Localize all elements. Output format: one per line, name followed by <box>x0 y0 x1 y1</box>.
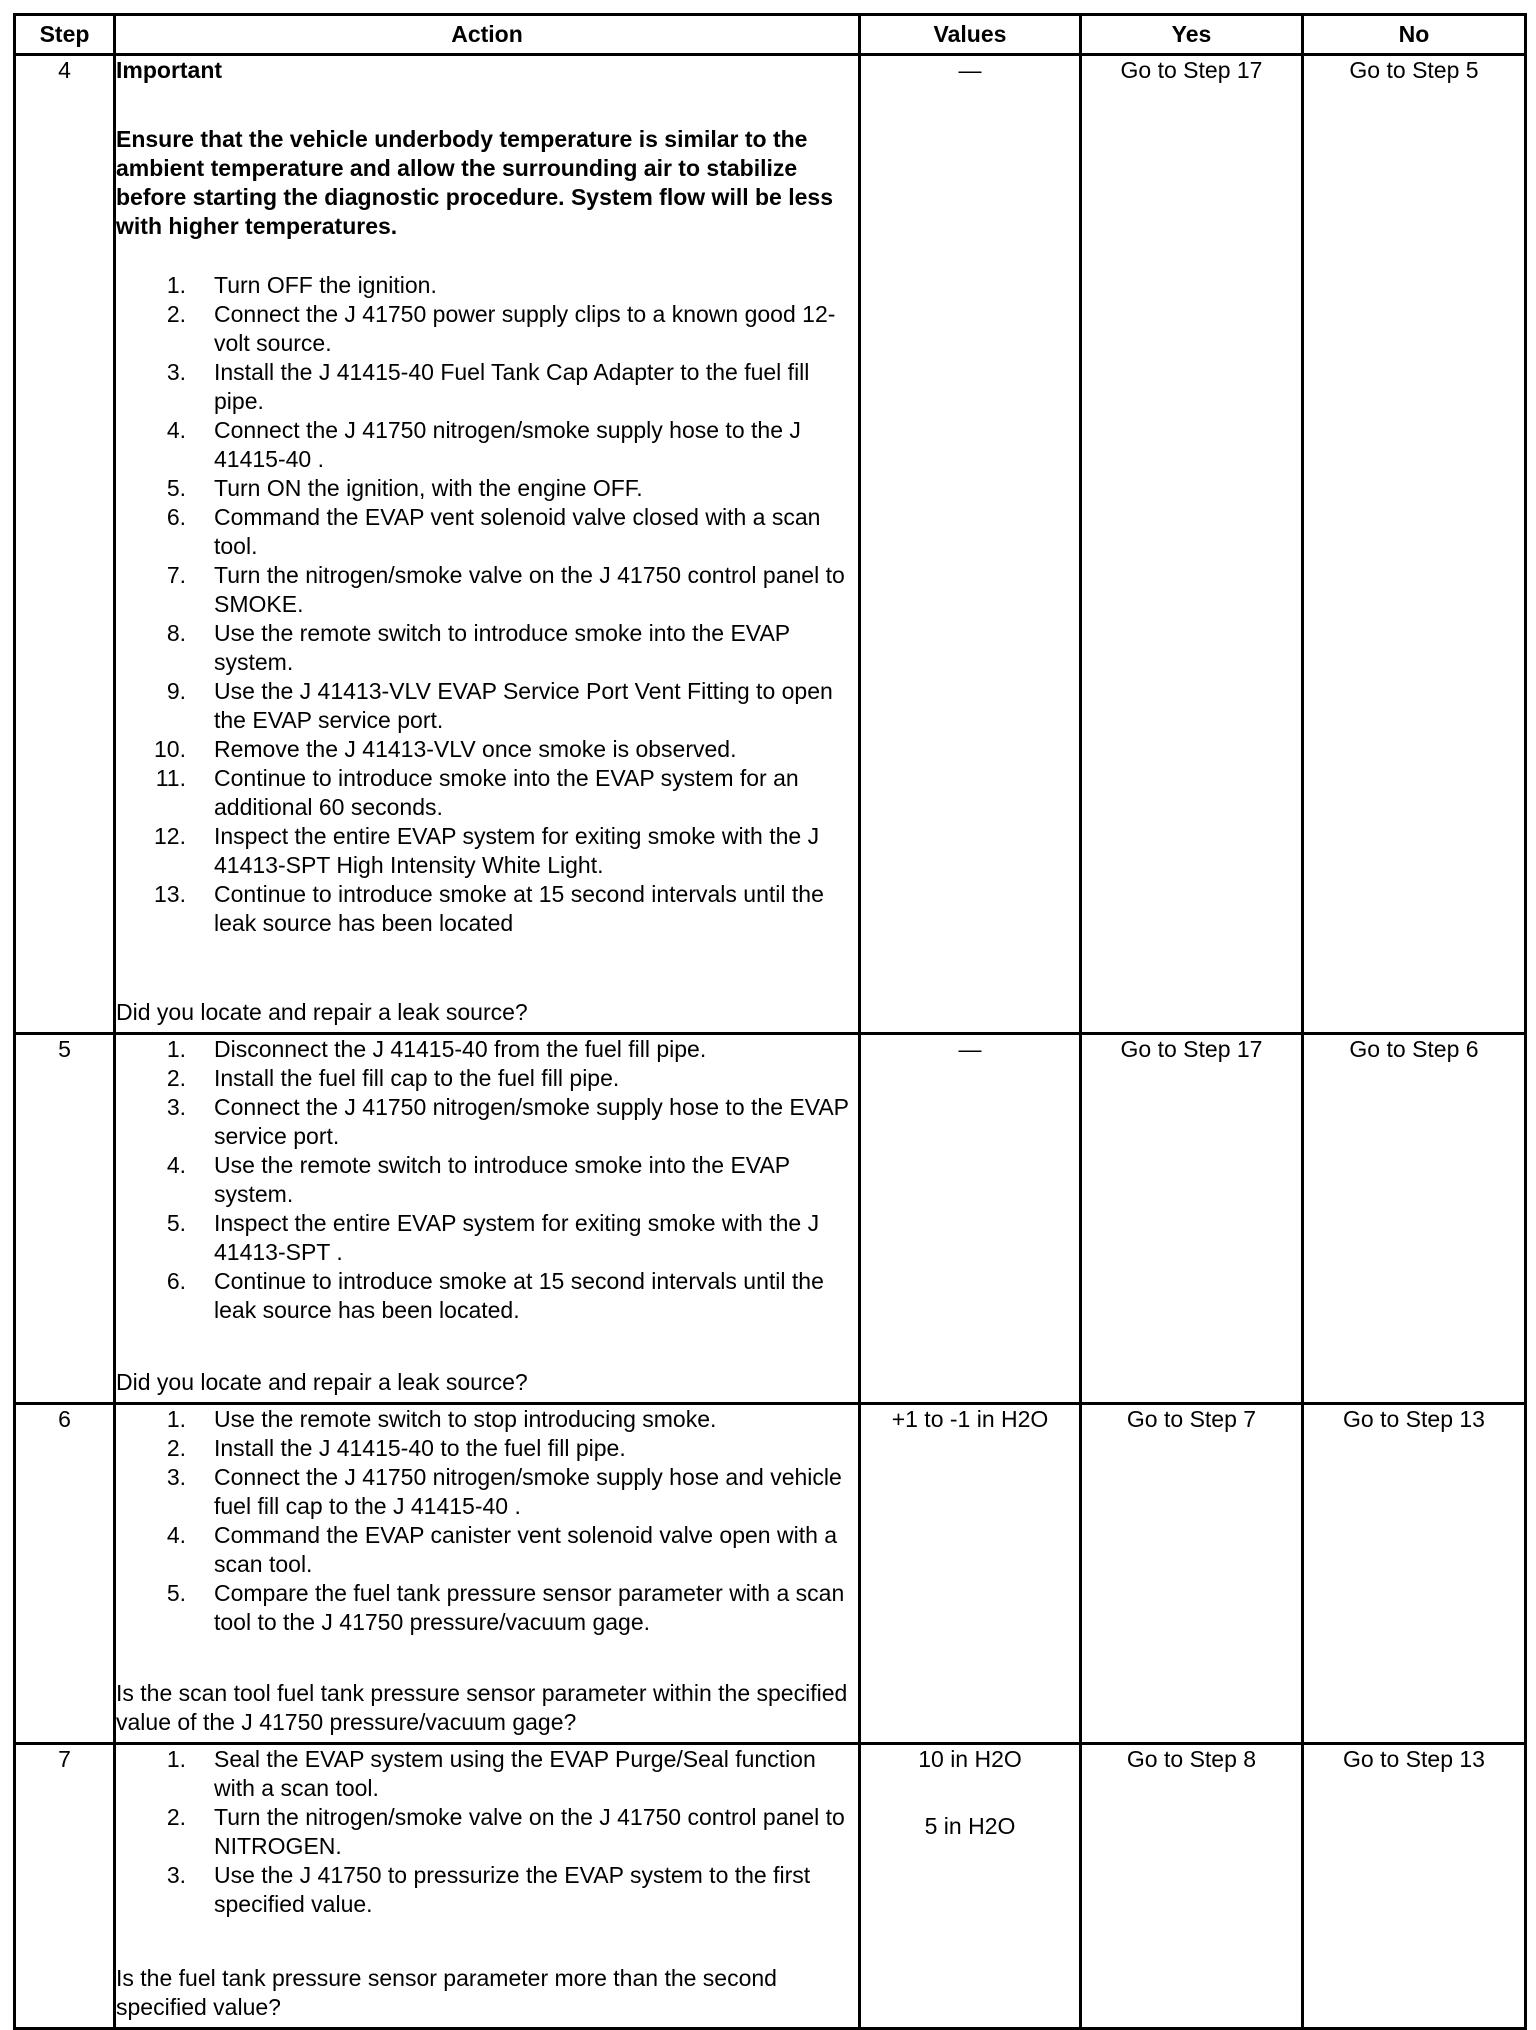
header-row <box>15 15 1526 55</box>
values-cell <box>860 1744 1081 2029</box>
header-values: Values <box>860 15 1081 55</box>
table-row <box>15 1034 1526 1404</box>
list-item: 2. Install the J 41415-40 to the fuel fill pipe. <box>166 1435 626 1461</box>
yes-cell: Go to Step 17 <box>1081 1034 1303 1404</box>
list-item: 7. Turn the nitrogen/smoke valve on the J 41750 control panel to SMOKE. <box>166 562 845 617</box>
instruction-list <box>116 1745 858 1919</box>
header-step: Step <box>15 15 115 55</box>
action-cell <box>115 1034 860 1404</box>
question-text: Is the scan tool fuel tank pressure sensor parameter within the specified value of the J 41750 pressure/vacuum gage? <box>116 1680 848 1735</box>
header-action: Action <box>115 15 860 55</box>
table-row <box>15 1744 1526 2029</box>
value-text: — <box>958 57 982 83</box>
yes-cell: Go to Step 7 <box>1081 1404 1303 1744</box>
yes-cell: Go to Step 8 <box>1081 1744 1303 2029</box>
question-text: Did you locate and repair a leak source? <box>116 999 528 1025</box>
list-item: 11. Continue to introduce smoke into the EVAP system for an additional 60 seconds. <box>155 765 799 820</box>
list-item: 1. Turn OFF the ignition. <box>166 272 437 298</box>
yes-cell: Go to Step 17 <box>1081 55 1303 1034</box>
instruction-list <box>116 271 858 938</box>
list-item: 1. Seal the EVAP system using the EVAP Purge/Seal function with a scan tool. <box>166 1746 816 1801</box>
list-item: 10. Remove the J 41413-VLV once smoke is observed. <box>154 736 737 762</box>
action-cell <box>115 55 860 1034</box>
action-cell <box>115 1404 860 1744</box>
value-text: 5 in H2O <box>924 1813 1016 1839</box>
step-number: 7 <box>15 1744 115 2029</box>
list-item: 5. Turn ON the ignition, with the engine OFF. <box>166 475 643 501</box>
instruction-list <box>116 1035 858 1325</box>
list-item: 1. Use the remote switch to stop introducing smoke. <box>166 1406 717 1432</box>
list-item: 12. Inspect the entire EVAP system for exiting smoke with the J 41413-SPT High Intensity White Light. <box>154 823 820 878</box>
list-item: 2. Turn the nitrogen/smoke valve on the J 41750 control panel to NITROGEN. <box>166 1804 845 1859</box>
question-text: Did you locate and repair a leak source? <box>116 1369 528 1395</box>
step-number: 4 <box>15 55 115 1034</box>
list-item: 4. Use the remote switch to introduce smoke into the EVAP system. <box>166 1152 790 1207</box>
list-item: 3. Connect the J 41750 nitrogen/smoke supply hose to the EVAP service port. <box>166 1094 849 1149</box>
list-item: 4. Command the EVAP canister vent solenoid valve open with a scan tool. <box>166 1522 838 1577</box>
values-cell <box>860 1034 1081 1404</box>
list-item: 2. Install the fuel fill cap to the fuel fill pipe. <box>166 1065 620 1091</box>
no-cell: Go to Step 5 <box>1303 55 1526 1034</box>
value-text: 10 in H2O <box>918 1746 1022 1772</box>
list-item: 3. Install the J 41415-40 Fuel Tank Cap Adapter to the fuel fill pipe. <box>166 359 810 414</box>
action-cell <box>115 1744 860 2029</box>
list-item: 1. Disconnect the J 41415-40 from the fuel fill pipe. <box>166 1036 707 1062</box>
list-item: 13. Continue to introduce smoke at 15 second intervals until the leak source has been located <box>154 881 824 936</box>
values-cell <box>860 1404 1081 1744</box>
table-row <box>15 1404 1526 1744</box>
no-cell: Go to Step 6 <box>1303 1034 1526 1404</box>
important-label: Important <box>116 57 223 83</box>
list-item: 9. Use the J 41413-VLV EVAP Service Port Vent Fitting to open the EVAP service port. <box>166 678 833 733</box>
header-yes: Yes <box>1081 15 1303 55</box>
list-item: 2. Connect the J 41750 power supply clips to a known good 12-volt source. <box>166 301 836 356</box>
value-text: +1 to -1 in H2O <box>891 1406 1049 1432</box>
no-cell: Go to Step 13 <box>1303 1404 1526 1744</box>
step-number: 5 <box>15 1034 115 1404</box>
value-text: — <box>958 1036 982 1062</box>
list-item: 8. Use the remote switch to introduce smoke into the EVAP system. <box>166 620 790 675</box>
instruction-list <box>116 1405 858 1637</box>
question-text: Is the fuel tank pressure sensor parameter more than the second specified value? <box>116 1965 777 2020</box>
table-row <box>15 55 1526 1034</box>
list-item: 3. Use the J 41750 to pressurize the EVAP system to the first specified value. <box>166 1862 811 1917</box>
header-no: No <box>1303 15 1526 55</box>
diagnostic-table <box>13 13 1527 2030</box>
no-cell: Go to Step 13 <box>1303 1744 1526 2029</box>
values-cell <box>860 55 1081 1034</box>
list-item: 5. Compare the fuel tank pressure sensor parameter with a scan tool to the J 41750 pressure/vacuum gage. <box>166 1580 845 1635</box>
list-item: 4. Connect the J 41750 nitrogen/smoke supply hose to the J 41415-40 . <box>166 417 801 472</box>
step-number: 6 <box>15 1404 115 1744</box>
list-item: 3. Connect the J 41750 nitrogen/smoke supply hose and vehicle fuel fill cap to the J 41415-40 . <box>166 1464 842 1519</box>
list-item: 6. Continue to introduce smoke at 15 second intervals until the leak source has been located. <box>166 1268 824 1323</box>
list-item: 6. Command the EVAP vent solenoid valve closed with a scan tool. <box>166 504 821 559</box>
important-note: Ensure that the vehicle underbody temperature is similar to the ambient temperature and allow the surrounding air to stabilize before starting the diagnostic procedure. System flow will be less with higher temperatures. <box>116 126 833 239</box>
list-item: 5. Inspect the entire EVAP system for exiting smoke with the J 41413-SPT . <box>166 1210 820 1265</box>
